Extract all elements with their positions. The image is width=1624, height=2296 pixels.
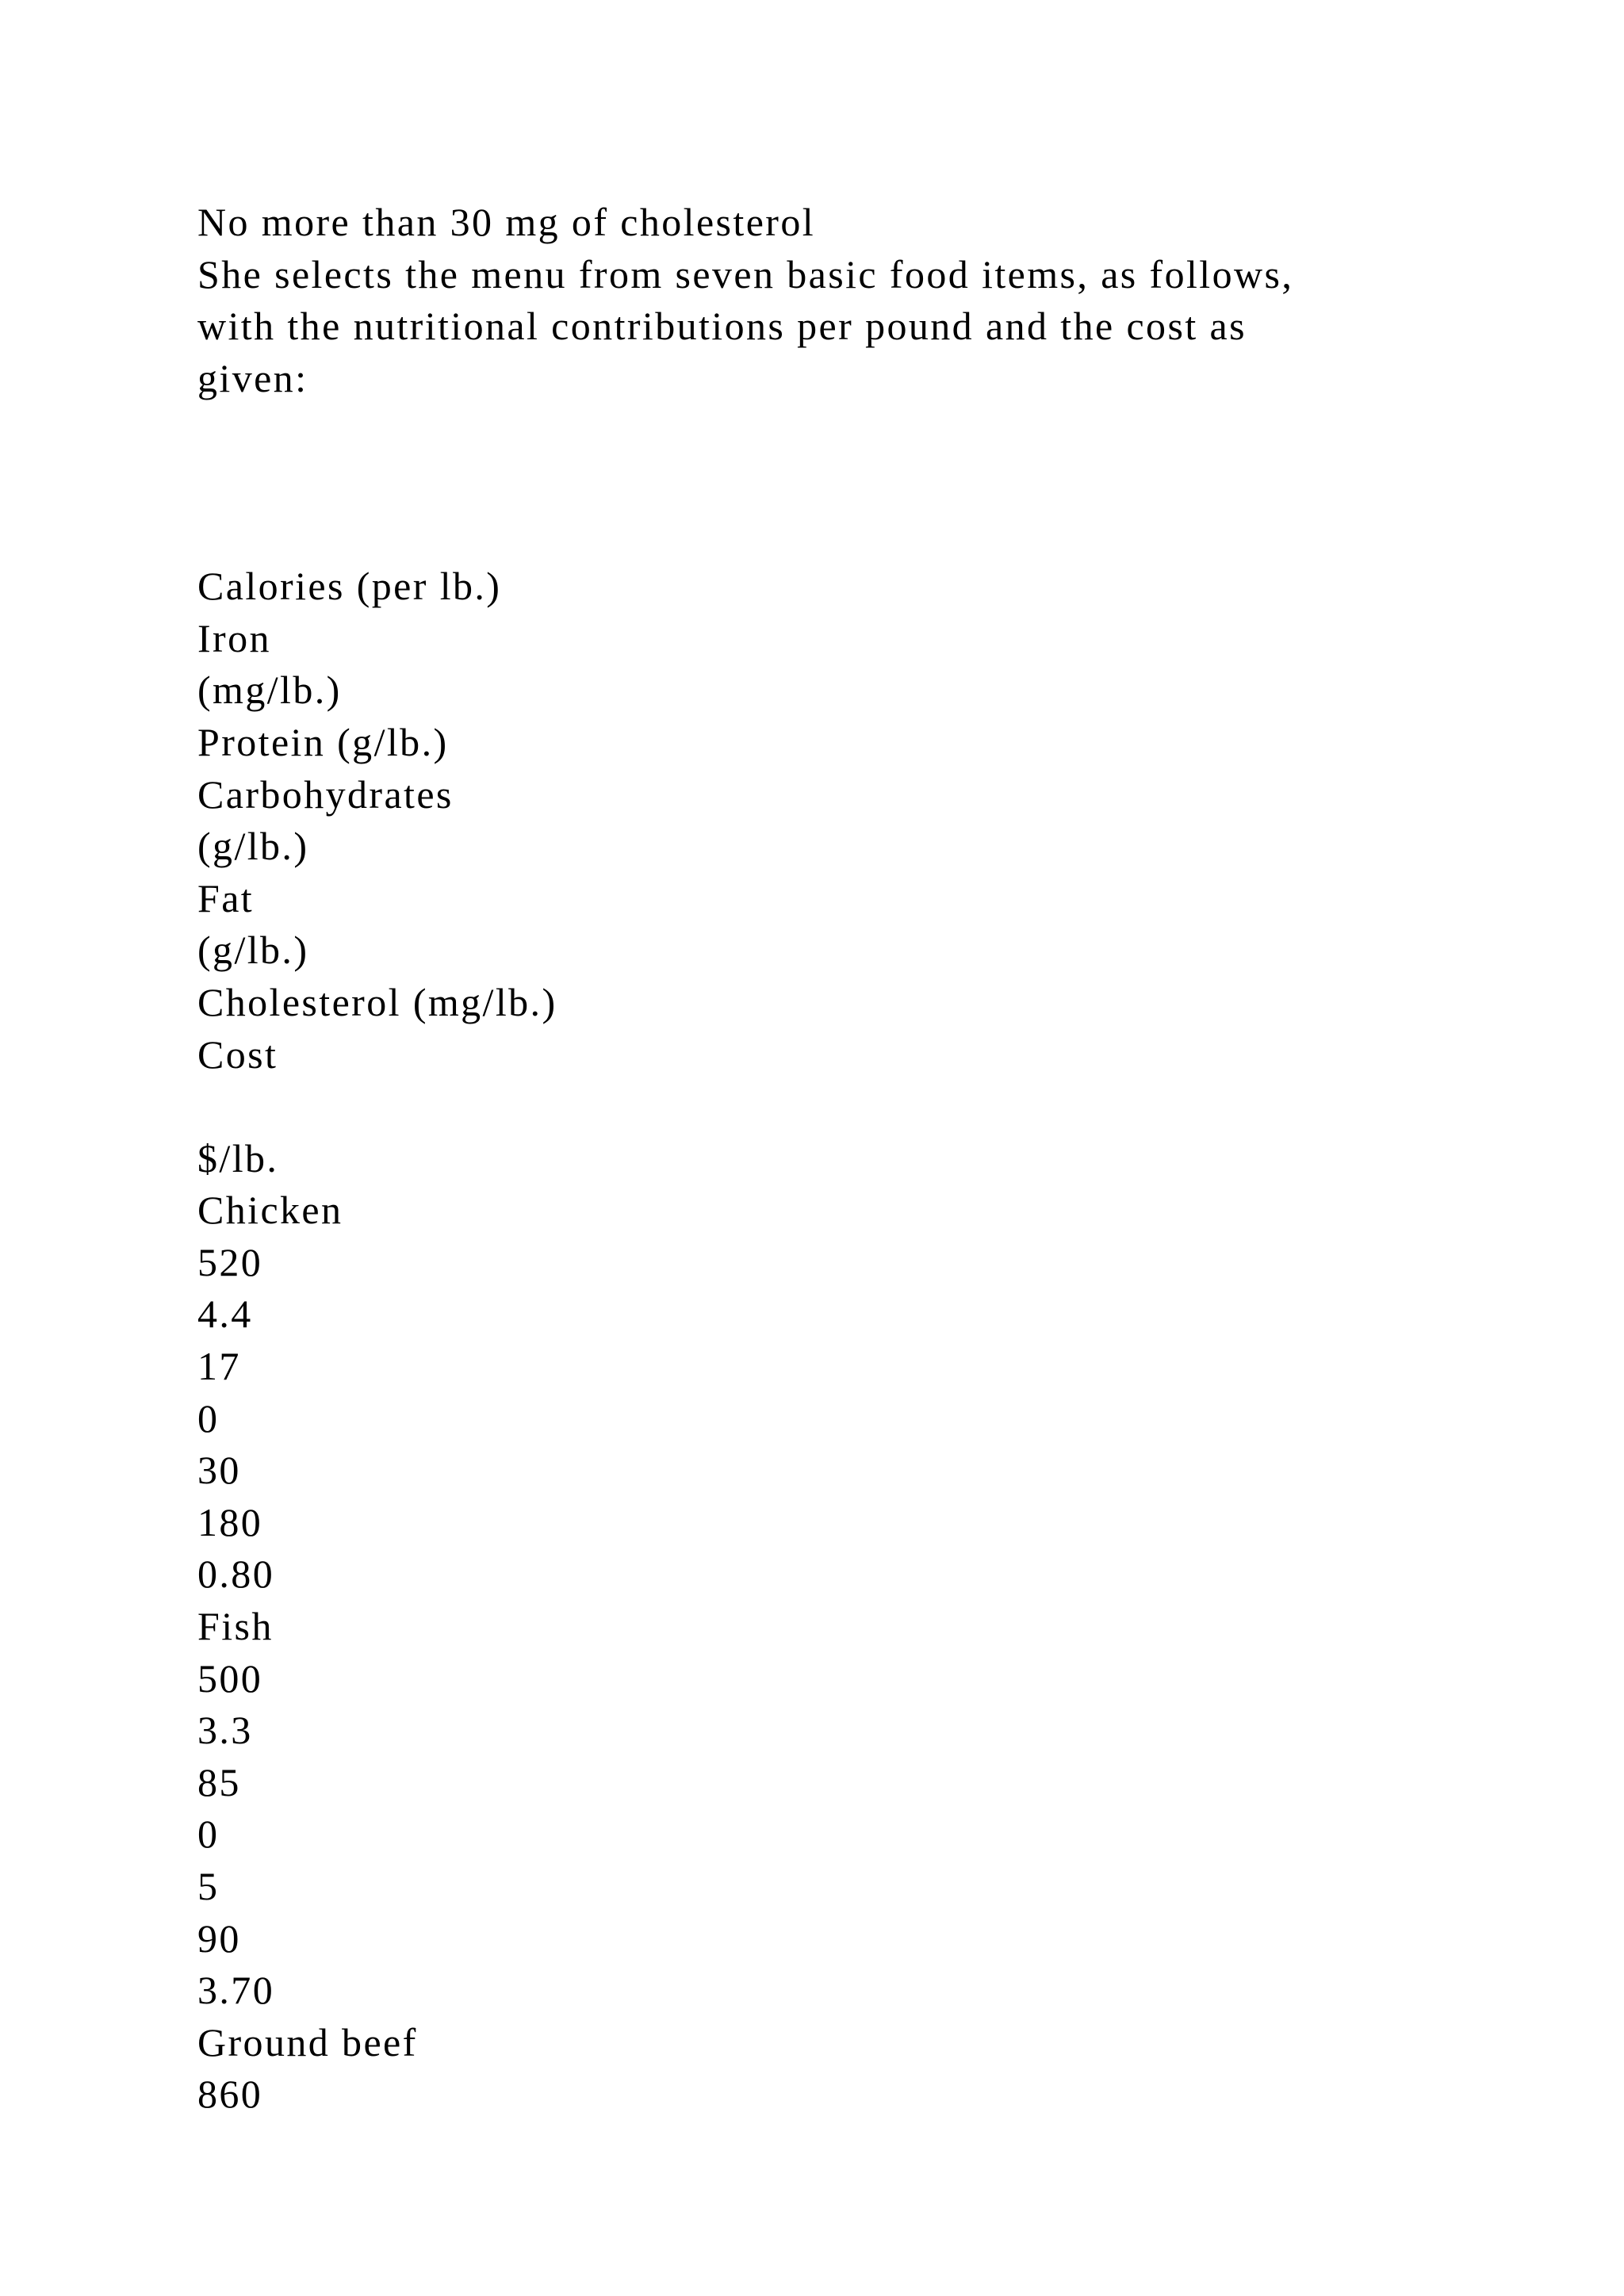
table-cell: 5 bbox=[197, 1864, 220, 1908]
table-header-cell: Protein (g/lb.) bbox=[197, 719, 449, 764]
blank-line bbox=[197, 509, 1434, 561]
blank-line bbox=[197, 1081, 1434, 1133]
blank-line bbox=[197, 404, 1434, 457]
table-header-cell: (mg/lb.) bbox=[197, 668, 342, 713]
table-cell: 30 bbox=[197, 1448, 241, 1493]
blank-line bbox=[197, 457, 1434, 509]
table-cell: 90 bbox=[197, 1915, 241, 1961]
table-cell: 0 bbox=[197, 1812, 220, 1857]
table-cell: 180 bbox=[197, 1499, 263, 1544]
table-cell: 3.3 bbox=[197, 1708, 253, 1753]
table-cell: 85 bbox=[197, 1759, 241, 1804]
text-line: She selects the menu from seven basic food items, as follows, bbox=[197, 251, 1294, 297]
table-header-cell: (g/lb.) bbox=[197, 928, 309, 973]
text-line: with the nutritional contributions per pound and the cost as bbox=[197, 304, 1247, 349]
table-cell: 3.70 bbox=[197, 1968, 275, 2013]
table-cell: 860 bbox=[197, 2072, 263, 2117]
table-cell: 0 bbox=[197, 1395, 220, 1441]
table-cell: 500 bbox=[197, 1655, 263, 1701]
table-cell: 0.80 bbox=[197, 1552, 275, 1597]
table-header-cell: $/lb. bbox=[197, 1135, 279, 1181]
table-header-cell: (g/lb.) bbox=[197, 824, 309, 869]
text-line: No more than 30 mg of cholesterol bbox=[197, 200, 816, 244]
document-body bbox=[197, 197, 1434, 2121]
table-cell: 520 bbox=[197, 1239, 263, 1284]
text-line: given: bbox=[197, 355, 308, 400]
table-header-cell: Calories (per lb.) bbox=[197, 564, 502, 609]
table-header-cell: Cost bbox=[197, 1031, 278, 1077]
table-header-cell: Iron bbox=[197, 615, 271, 660]
table-row-label: Fish bbox=[197, 1604, 274, 1649]
table-header-cell: Fat bbox=[197, 875, 255, 920]
table-header-cell: Cholesterol (mg/lb.) bbox=[197, 979, 557, 1024]
table-row-label: Ground beef bbox=[197, 2019, 418, 2064]
table-row-label: Chicken bbox=[197, 1188, 343, 1233]
table-cell: 4.4 bbox=[197, 1292, 253, 1337]
table-cell: 17 bbox=[197, 1344, 241, 1389]
table-header-cell: Carbohydrates bbox=[197, 771, 454, 817]
